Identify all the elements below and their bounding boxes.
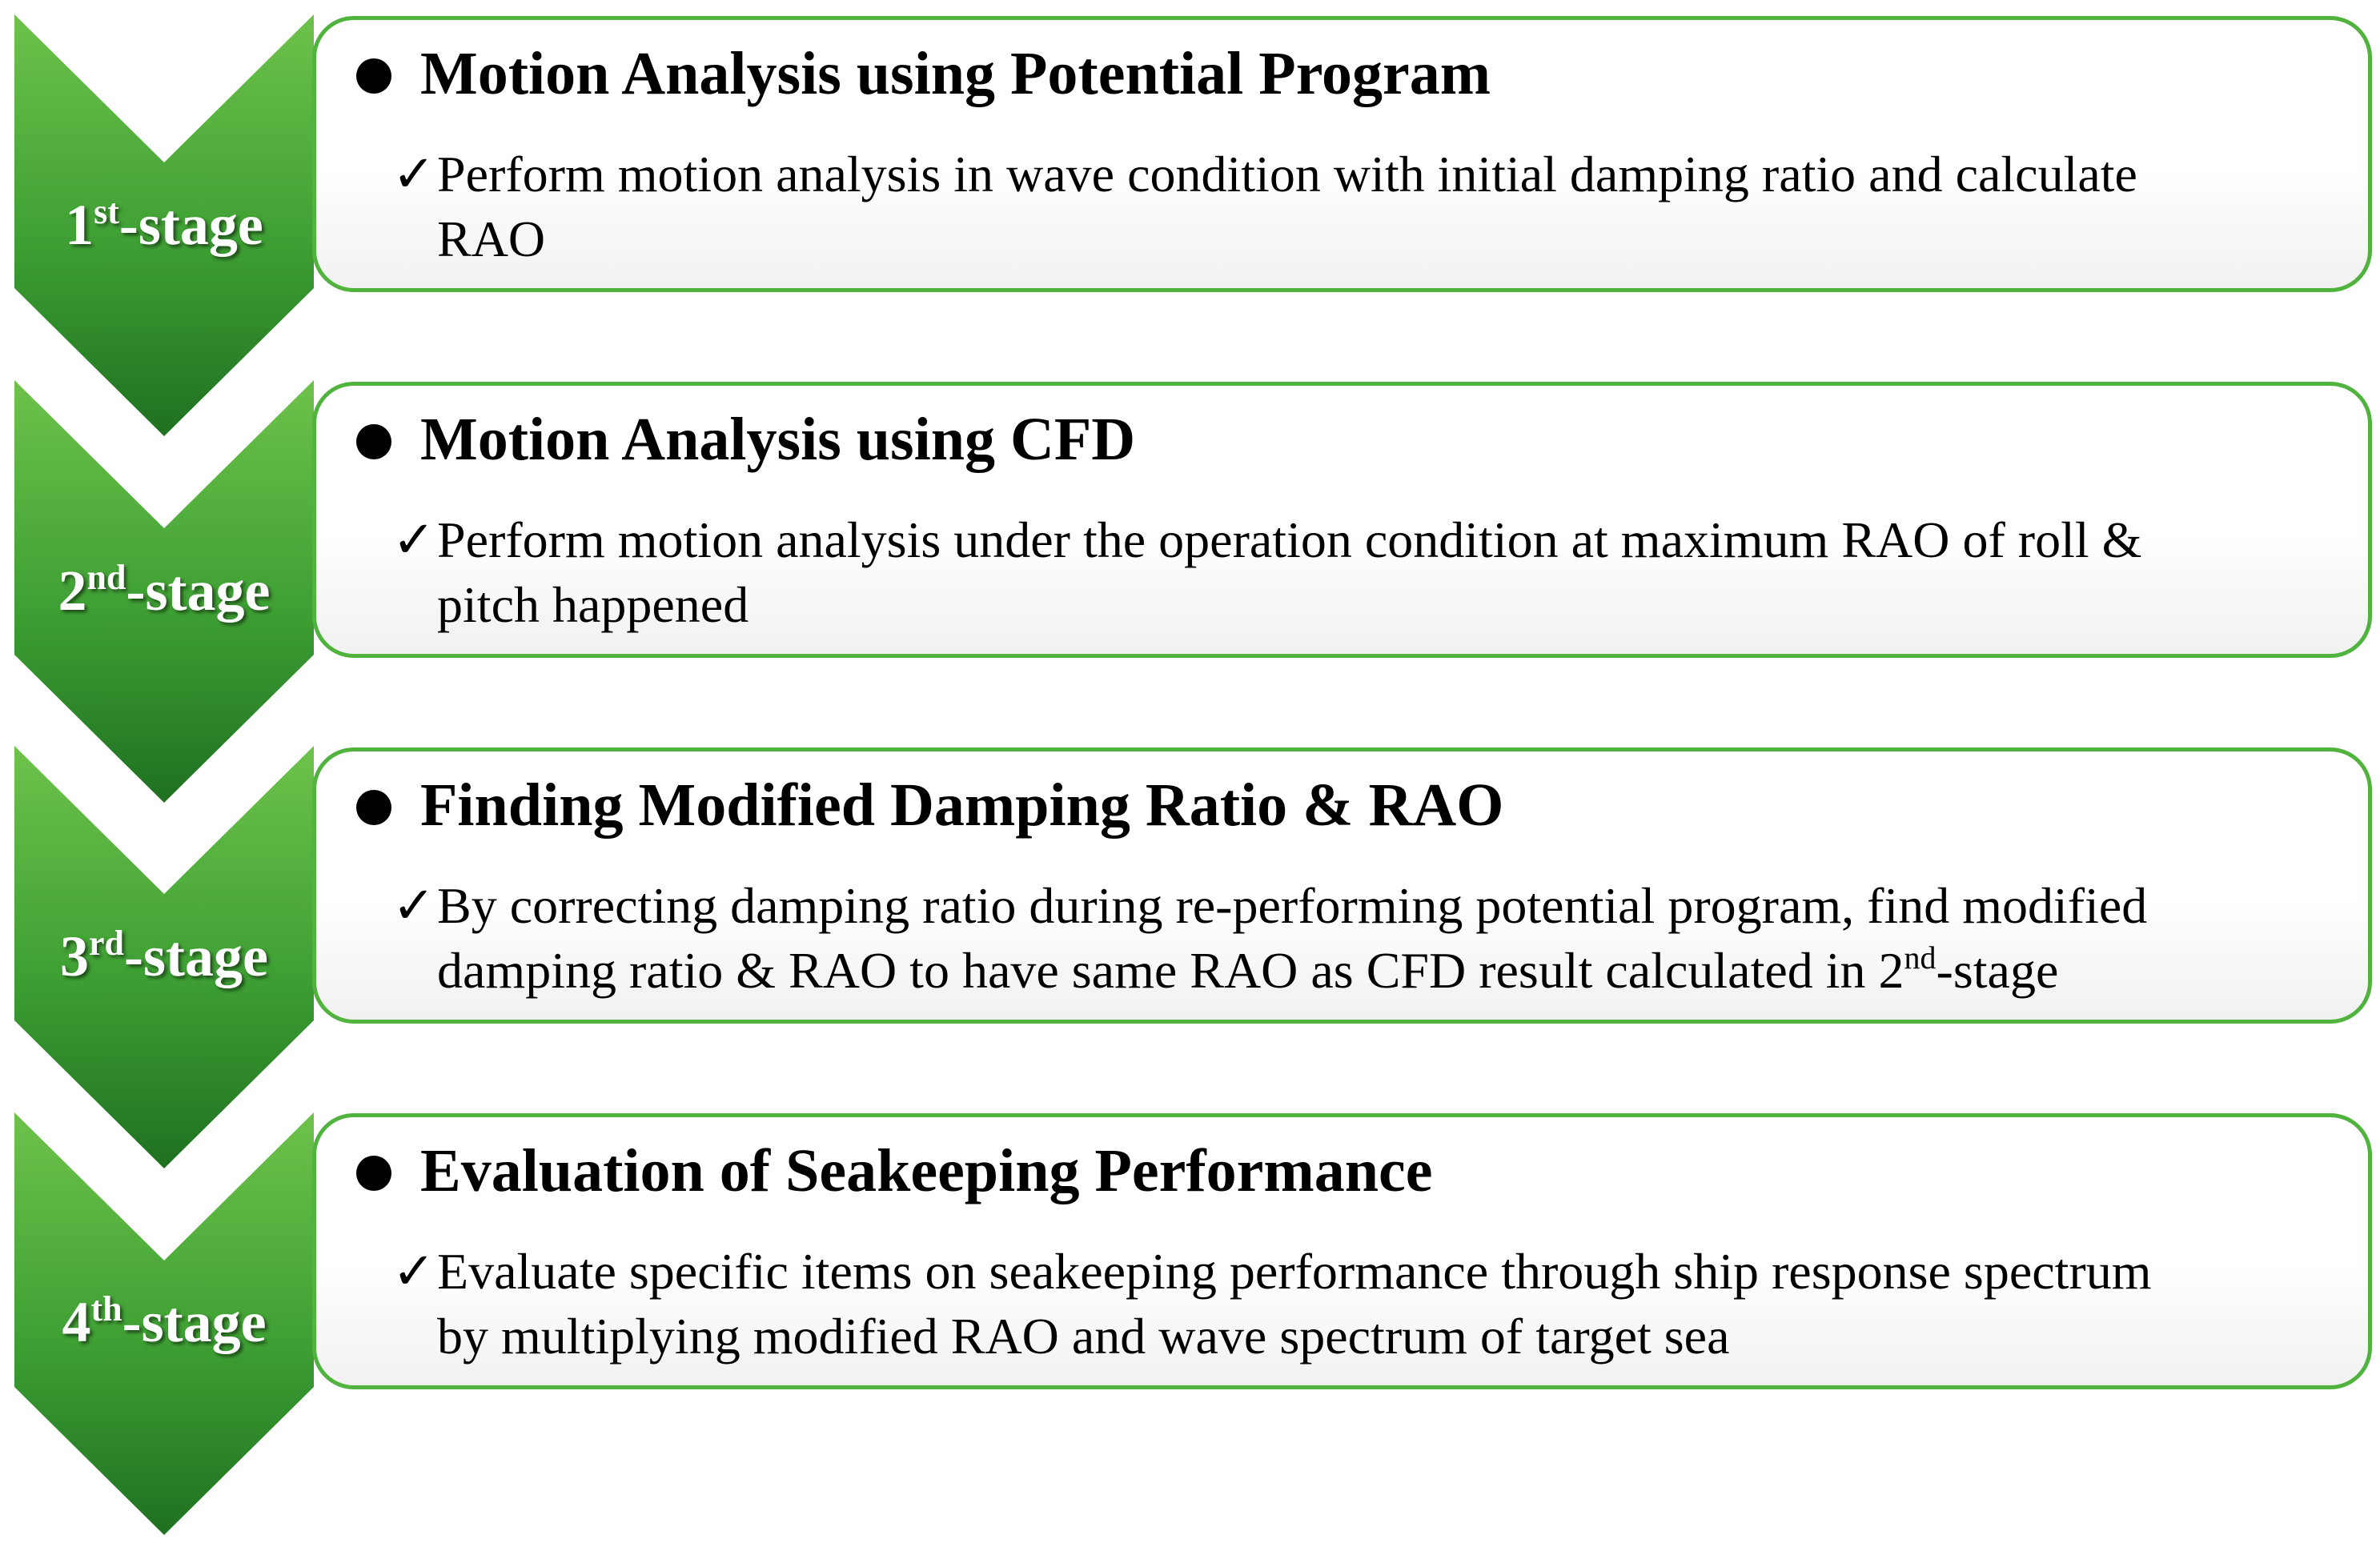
stage-3-heading: Finding Modified Damping Ratio & RAO [356,772,1503,840]
stage-1-heading: Motion Analysis using Potential Program [356,41,1491,108]
stage-2-label: 2nd-stage [58,558,271,623]
bullet-icon [356,790,391,825]
stage-4-box [312,1113,2372,1389]
check-icon: ✓ [392,146,435,202]
check-icon: ✓ [392,1243,435,1300]
stage-1-description: ✓Perform motion analysis in wave condition with initial damping ratio and calculate RAO [392,142,2344,271]
bullet-icon [356,58,391,94]
stage-4-heading: Evaluation of Seakeeping Performance [356,1138,1432,1205]
stage-2-box [312,382,2372,658]
bullet-icon [356,1156,391,1191]
check-icon: ✓ [392,877,435,934]
stage-2-description: ✓Perform motion analysis under the operation condition at maximum RAO of roll & pitch happened [392,507,2344,637]
stage-1-box [312,16,2372,292]
stage-4-description: ✓Evaluate specific items on seakeeping performance through ship response spectrum by multiplying modified RAO and wave spectrum of target sea [392,1239,2344,1369]
stage-1-label: 1st-stage [65,192,263,257]
stage-4-label: 4th-stage [62,1289,267,1354]
stage-3-description: ✓By correcting damping ratio during re-performing potential program, find modified damping ratio & RAO to have same RAO as CFD result calculated in 2nd-stage [392,873,2344,1009]
bullet-icon [356,424,391,459]
stage-2-heading: Motion Analysis using CFD [356,407,1135,474]
check-icon: ✓ [392,511,435,568]
stage-3-label: 3rd-stage [60,924,268,988]
stage-3-box [312,747,2372,1024]
